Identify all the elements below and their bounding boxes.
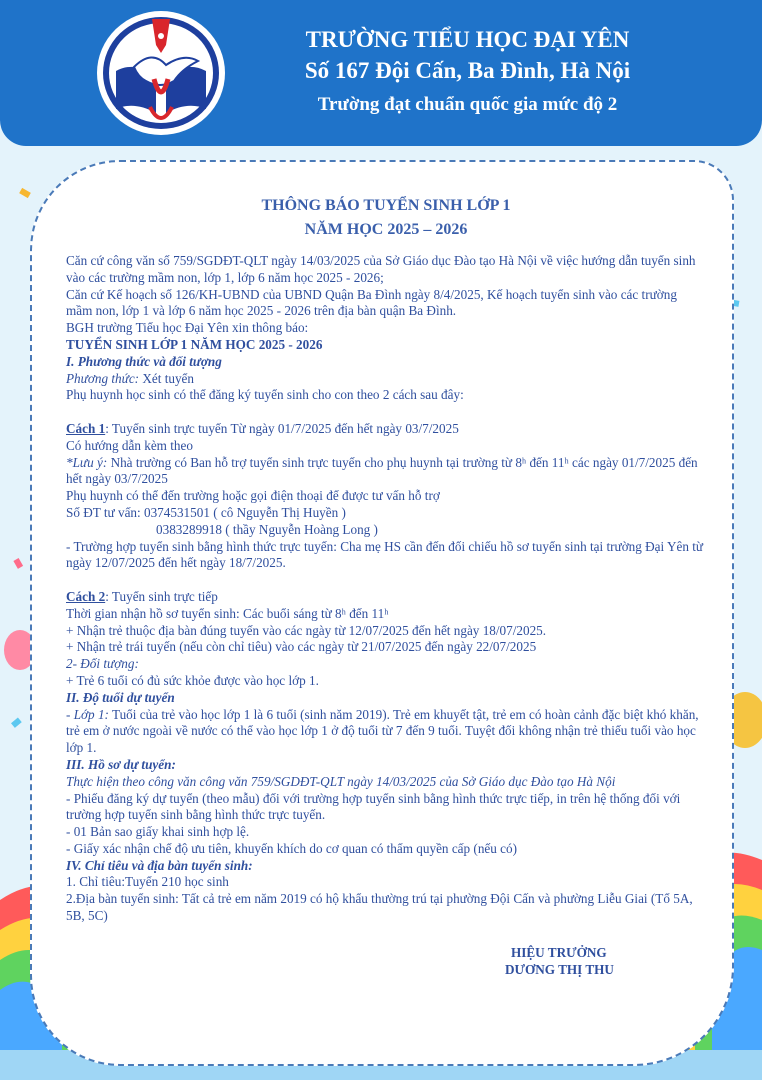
notice-title-line2: NĂM HỌC 2025 – 2026 [304,221,468,238]
target-title: 2- Đối tượng: [66,656,139,672]
school-address: Số 167 Đội Cấn, Ba Đình, Hà Nội [304,58,631,83]
notice-title-line1: THÔNG BÁO TUYỂN SINH LỚP 1 [261,197,511,214]
option-1-line [66,421,706,438]
phone-line-1: Số ĐT tư vấn: 0374531501 ( cô Nguyễn Thị Huyền ) [66,504,346,520]
documents-reference: Thực hiện theo công văn công văn 759/SGDĐT-QLT ngày 14/03/2025 của Sở Giáo dục Đào tạo Hà Nội [66,773,616,789]
signature-block [505,944,614,978]
method-description: Phụ huynh học sinh có thể đăng ký tuyển sinh cho con theo 2 cách sau đây: [66,387,464,403]
section-1-title: I. Phương thức và đối tượng [66,353,222,369]
age-text: Tuổi của trẻ vào học lớp 1 là 6 tuổi (sinh năm 2019). Trẻ em khuyết tật, trẻ em có hoàn cảnh đặc biệt khó khăn, trẻ em ở nước ngoài về nước có thể vào học lớp 1 ở độ tuổi từ 7 đến 9 tuổi. Tuyệt đối không nhận trẻ thiếu tuổi vào học lớp 1. [66,706,699,756]
method-label: Phương thức: [66,370,140,386]
age-label: - Lớp 1: [66,706,109,722]
section-3-title: III. Hồ sơ dự tuyển: [66,756,176,772]
quota-line: 1. Chỉ tiêu:Tuyển 210 học sinh [66,874,229,890]
option-1-direct-check: - Trường hợp tuyển sinh bằng hình thức trực tuyến: Cha mẹ HS cần đến đối chiếu hồ sơ tuyển sinh tại trường Đại Yên từ ngày 12/07/2025 đến hết ngày 18/7/2025. [66,538,704,571]
method-value: Xét tuyển [139,370,194,386]
option-2-text: : Tuyển sinh trực tiếp [105,588,218,604]
principal-title: HIỆU TRƯỞNG [511,945,607,960]
section-4-title: IV. Chỉ tiêu và địa bàn tuyển sinh: [66,857,253,873]
method-line [66,371,706,388]
intro-paragraph-1: Căn cứ công văn số 759/SGDĐT-QLT ngày 14/03/2025 của Sở Giáo dục Đào tạo Hà Nội về việc hướng dẫn tuyển sinh vào các trường mầm non, lớp 1, lớp 6 năm học 2025 - 2026; [66,253,696,285]
school-header [0,0,762,146]
section-2-title: II. Độ tuổi dự tuyển [66,689,175,705]
option-1-support: Phụ huynh có thể đến trường hoặc gọi điện thoại để được tư vấn hỗ trợ [66,488,440,504]
age-paragraph [66,707,706,757]
document-item-3: - Giấy xác nhận chế độ ưu tiên, khuyến khích do cơ quan có thẩm quyền cấp (nếu có) [66,840,517,856]
note-label: *Lưu ý: [66,454,108,470]
school-status: Trường đạt chuẩn quốc gia mức độ 2 [317,94,618,115]
option-2-out-area: + Nhận trẻ trái tuyến (nếu còn chỉ tiêu) vào các ngày từ 21/07/2025 đến ngày 22/07/2025 [66,639,537,655]
principal-name: DƯƠNG THỊ THU [505,962,614,977]
option-2-time: Thời gian nhận hồ sơ tuyển sinh: Các buổi sáng từ 8ʰ đến 11ʰ [66,605,389,621]
target-text: + Trẻ 6 tuổi có đủ sức khỏe được vào học lớp 1. [66,672,319,688]
intro-paragraph-3: BGH trường Tiểu học Đại Yên xin thông báo: [66,320,309,336]
notice-headline: TUYỂN SINH LỚP 1 NĂM HỌC 2025 - 2026 [66,336,323,352]
document-item-2: - 01 Bản sao giấy khai sinh hợp lệ. [66,824,250,840]
option-1-guide: Có hướng dẫn kèm theo [66,437,193,453]
option-2-in-area: + Nhận trẻ thuộc địa bàn đúng tuyến vào các ngày từ 12/07/2025 đến hết ngày 18/07/2025. [66,622,547,638]
option-1-text: : Tuyển sinh trực tuyến Từ ngày 01/7/2025 đến hết ngày 03/7/2025 [105,420,459,436]
option-2-label: Cách 2 [66,588,106,604]
school-logo [94,9,228,137]
option-2-line [66,589,706,606]
note-text: Nhà trường có Ban hỗ trợ tuyển sinh trực tuyến cho phụ huynh tại trường từ 8ʰ đến 11ʰ các ngày 01/7/2025 đến hết ngày 03/7/2025 [66,454,698,487]
option-1-note [66,455,706,489]
phone-line-2: 0383289918 ( thầy Nguyễn Hoàng Long ) [156,521,378,537]
school-name: TRƯỜNG TIỂU HỌC ĐẠI YÊN [305,27,630,52]
area-line: 2.Địa bàn tuyển sinh: Tất cả trẻ em năm 2019 có hộ khẩu thường trú tại phường Đội Cấn và phường Liễu Giai (Tổ 5A, 5B, 5C) [66,891,693,924]
document-item-1: - Phiếu đăng ký dự tuyển (theo mẫu) đối với trường hợp tuyển sinh bằng hình thức trực tiếp, in trên hệ thống đối với trường hợp tuyển sinh bằng hình thức trực tuyến. [66,790,681,823]
notice-content [66,194,706,925]
intro-paragraph-2: Căn cứ Kế hoạch số 126/KH-UBND của UBND Quận Ba Đình ngày 8/4/2025, Kế hoạch tuyển sinh vào các trường mầm non, lớp 1 và lớp 6 năm học 2025 - 2026 trên địa bàn quận Ba Đình. [66,286,677,319]
option-1-label: Cách 1 [66,420,106,436]
